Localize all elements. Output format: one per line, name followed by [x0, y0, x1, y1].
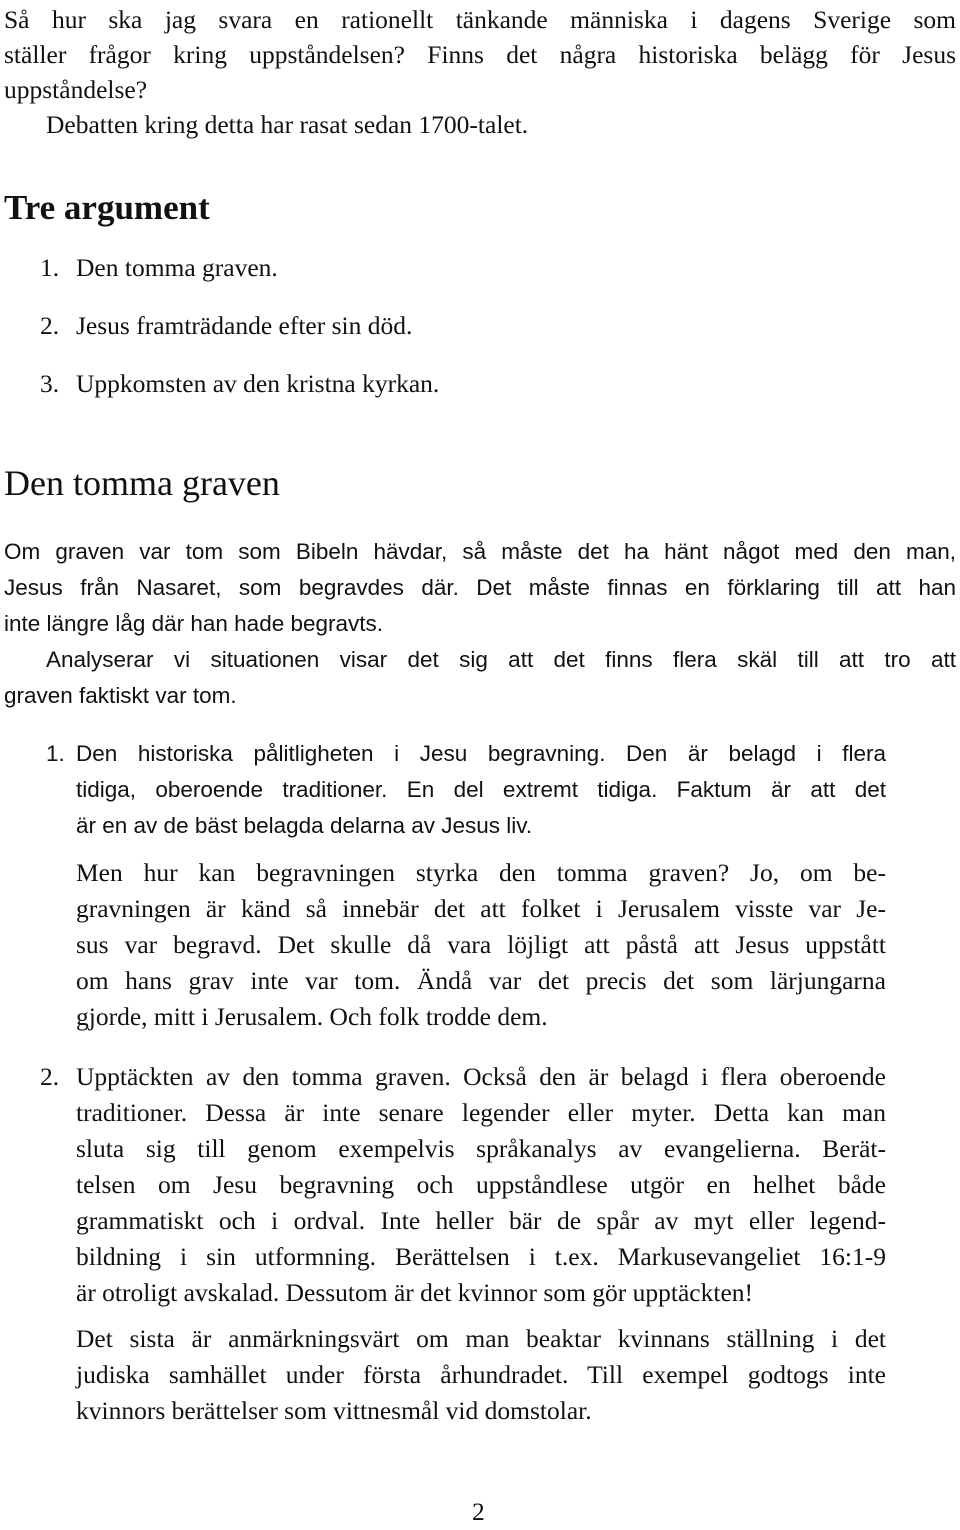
para1-line-2: Jesus från Nasaret, som begravdes där. Det måste finnas en förklaring till att han — [4, 575, 956, 600]
page-number: 2 — [472, 1497, 485, 1526]
item2-line-1: Upptäckten av den tomma graven. Också den är belagd i flera oberoende — [76, 1062, 886, 1091]
intro-line-3: uppståndelse? — [4, 75, 148, 104]
item1-para2-line-5: gjorde, mitt i Jerusalem. Och folk trodde dem. — [76, 1002, 548, 1031]
list-item-number: 2. — [40, 1062, 60, 1091]
list-item-number: 1. — [46, 741, 65, 766]
item2-line-5: grammatiskt och i ordval. Inte heller bär de spår av myt eller legend- — [76, 1206, 886, 1235]
item2-line-2: traditioner. Dessa är inte senare legender eller myter. Detta kan man — [76, 1098, 886, 1127]
para2-line-1: Analyserar vi situationen visar det sig att det finns flera skäl till att tro att — [46, 647, 956, 672]
list-item-text: Uppkomsten av den kristna kyrkan. — [76, 369, 440, 398]
item2-para2-line-1: Det sista är anmärkningsvärt om man beaktar kvinnans ställning i det — [76, 1324, 886, 1353]
list-item-number: 3. — [40, 369, 60, 398]
item2-para2-line-2: judiska samhället under första århundradet. Till exempel godtogs inte — [76, 1360, 886, 1389]
item2-para2-line-3: kvinnors berättelser som vittnesmål vid domstolar. — [76, 1396, 592, 1425]
item1-line-2: tidiga, oberoende traditioner. En del extremt tidiga. Faktum är att det — [76, 777, 886, 802]
item2-line-6: bildning i sin utformning. Berättelsen i t.ex. Markusevangeliet 16:1-9 — [76, 1242, 886, 1271]
item1-para2-line-3: sus var begravd. Det skulle då vara löjligt att påstå att Jesus uppstått — [76, 930, 886, 959]
item1-para2-line-1: Men hur kan begravningen styrka den tomma graven? Jo, om be- — [76, 858, 886, 887]
item2-line-7: är otroligt avskalad. Dessutom är det kvinnor som gör upptäckten! — [76, 1278, 754, 1307]
para2-line-2: graven faktiskt var tom. — [4, 683, 237, 708]
item1-para2-line-4: om hans grav inte var tom. Ändå var det precis det som lärjungarna — [76, 966, 886, 995]
item1-para2-line-2: gravningen är känd så innebär det att folket i Jerusalem visste var Je- — [76, 894, 886, 923]
item1-line-3: är en av de bäst belagda delarna av Jesus liv. — [76, 813, 533, 838]
section-heading-den-tomma-graven: Den tomma graven — [4, 463, 280, 503]
item2-line-4: telsen om Jesu begravning och uppståndlese utgör en helhet både — [76, 1170, 886, 1199]
list-item-number: 1. — [40, 253, 60, 282]
list-item-text: Jesus framträdande efter sin död. — [76, 311, 413, 340]
para1-line-3: inte längre låg där han hade begravts. — [4, 611, 384, 636]
section-heading-tre-argument: Tre argument — [4, 188, 210, 227]
list-item-number: 2. — [40, 311, 60, 340]
para1-line-1: Om graven var tom som Bibeln hävdar, så måste det ha hänt något med den man, — [4, 539, 956, 564]
item2-line-3: sluta sig till genom exempelvis språkanalys av evangelierna. Berät- — [76, 1134, 886, 1163]
intro-line-1: Så hur ska jag svara en rationellt tänkande människa i dagens Sverige som — [4, 5, 956, 34]
list-item-text: Den tomma graven. — [76, 253, 278, 282]
intro-paragraph-2: Debatten kring detta har rasat sedan 1700-talet. — [46, 110, 529, 139]
item1-line-1: Den historiska pålitligheten i Jesu begravning. Den är belagd i flera — [76, 741, 886, 766]
intro-line-2: ställer frågor kring uppståndelsen? Finns det några historiska belägg för Jesus — [4, 40, 956, 69]
